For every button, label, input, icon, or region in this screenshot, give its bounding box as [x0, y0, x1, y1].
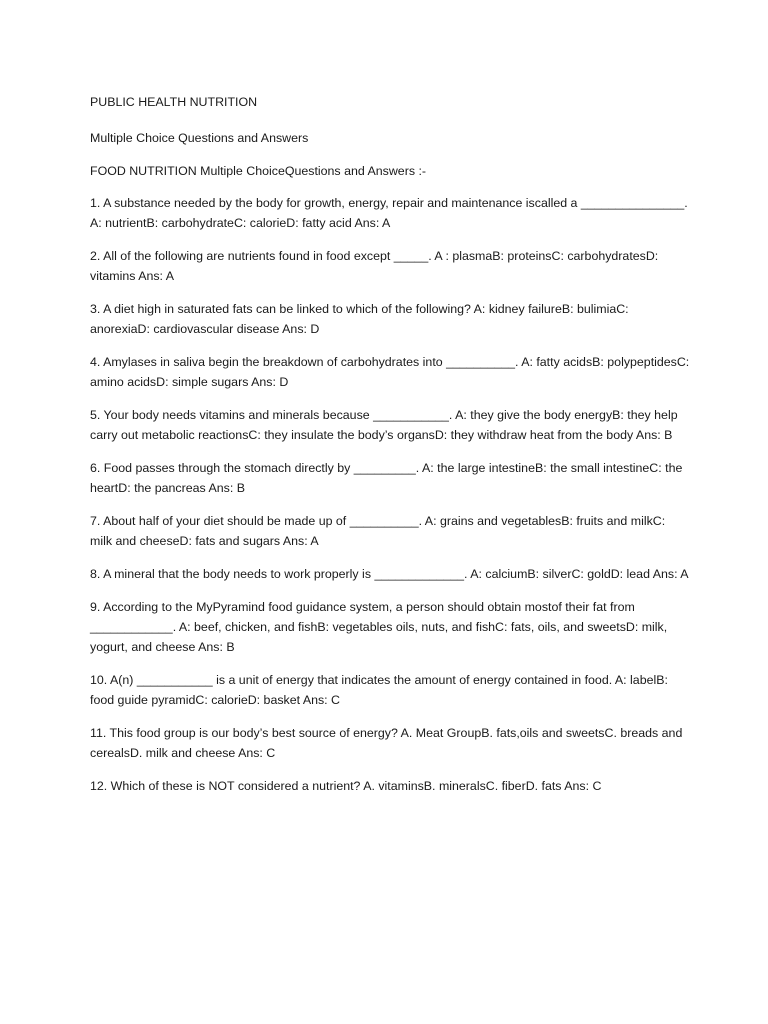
question-6: 6. Food passes through the stomach directly by _________. A: the large intestineB: the small intestineC: the heartD: the pancreas Ans: B	[90, 461, 683, 495]
question-11: 11. This food group is our body’s best source of energy? A. Meat GroupB. fats,oils and sweetsC. breads and cerealsD. milk and cheese Ans: C	[90, 726, 683, 760]
question-8: 8. A mineral that the body needs to work properly is _____________. A: calciumB: silverC: goldD: lead Ans: A	[90, 567, 689, 581]
question-3: 3. A diet high in saturated fats can be linked to which of the following? A: kidney failureB: bulimiaC: anorexiaD: cardiovascular disease Ans: D	[90, 302, 629, 336]
question-1: 1. A substance needed by the body for growth, energy, repair and maintenance iscalled a _______________. A: nutrientB: carbohydrateC: calorieD: fatty acid Ans: A	[90, 196, 688, 230]
document-page	[90, 92, 690, 809]
section-intro: FOOD NUTRITION Multiple ChoiceQuestions and Answers :-	[90, 164, 427, 178]
question-7: 7. About half of your diet should be made up of __________. A: grains and vegetablesB: fruits and milkC: milk and cheeseD: fats and sugars Ans: A	[90, 514, 666, 548]
question-2: 2. All of the following are nutrients found in food except _____. A : plasmaB: proteinsC: carbohydratesD: vitamins Ans: A	[90, 249, 659, 283]
document-title: PUBLIC HEALTH NUTRITION	[90, 95, 258, 109]
document-subtitle: Multiple Choice Questions and Answers	[90, 131, 309, 145]
question-9: 9. According to the MyPyramind food guidance system, a person should obtain mostof their fat from ____________. A: beef, chicken, and fishB: vegetables oils, nuts, and fishC: fats, oils, and sweetsD: milk, yogurt, and cheese Ans: B	[90, 600, 668, 654]
question-5: 5. Your body needs vitamins and minerals because ___________. A: they give the body energyB: they help carry out metabolic reactionsC: they insulate the body’s organsD: they withdraw heat from the body Ans: B	[90, 408, 678, 442]
question-10: 10. A(n) ___________ is a unit of energy that indicates the amount of energy contained in food. A: labelB: food guide pyramidC: calorieD: basket Ans: C	[90, 673, 668, 707]
question-4: 4. Amylases in saliva begin the breakdown of carbohydrates into __________. A: fatty acidsB: polypeptidesC: amino acidsD: simple sugars Ans: D	[90, 355, 690, 389]
question-12: 12. Which of these is NOT considered a nutrient? A. vitaminsB. mineralsC. fiberD. fats Ans: C	[90, 779, 602, 793]
